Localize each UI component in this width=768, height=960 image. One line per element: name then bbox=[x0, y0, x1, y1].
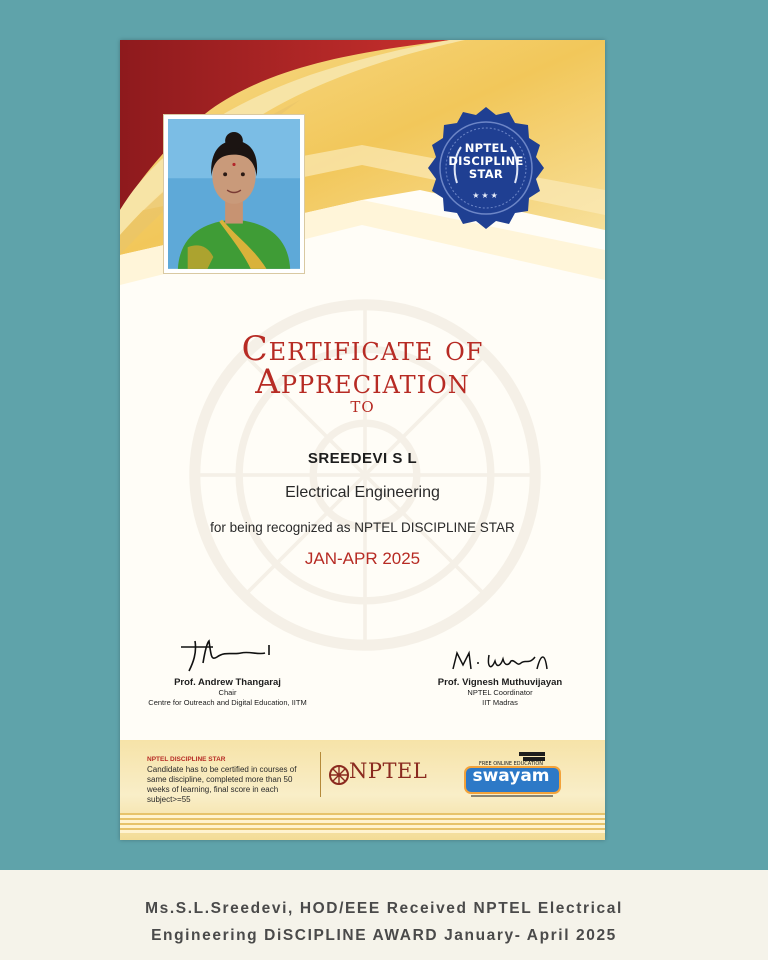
certificate-title bbox=[120, 329, 605, 402]
caption-line-1: Ms.S.L.Sreedevi, HOD/EEE Received NPTEL Electrical bbox=[145, 900, 623, 917]
certificate bbox=[120, 40, 605, 840]
signatory-left bbox=[140, 635, 315, 708]
title-to: TO bbox=[350, 398, 375, 416]
signatory-role: NPTEL Coordinator bbox=[467, 688, 533, 697]
footer-divider bbox=[320, 752, 321, 797]
seal-line-3: STAR bbox=[468, 167, 504, 181]
seal-line-1: NPTEL bbox=[464, 141, 508, 155]
caption-line-2: Engineering DiSCIPLINE AWARD January- April 2025 bbox=[151, 927, 617, 944]
caption-bar bbox=[0, 870, 768, 960]
criteria-heading: NPTEL DISCIPLINE STAR bbox=[147, 756, 226, 763]
nptel-logo-text: NPTEL bbox=[349, 759, 428, 783]
signature-image bbox=[173, 635, 283, 675]
award-reason: for being recognized as NPTEL DISCIPLINE STAR bbox=[210, 520, 515, 535]
award-period: JAN-APR 2025 bbox=[304, 549, 421, 568]
criteria-text: Candidate has to be certified in courses of same discipline, completed more than 50 weeks of learning, final score in each subject>=55 bbox=[147, 765, 297, 804]
signatory-right bbox=[420, 645, 580, 708]
seal-label bbox=[421, 142, 551, 181]
portrait-image bbox=[168, 119, 300, 269]
recipient-photo bbox=[163, 114, 305, 274]
footer-stripe bbox=[120, 813, 605, 833]
signatory-organization: IIT Madras bbox=[482, 698, 518, 707]
recipient-department: Electrical Engineering bbox=[285, 484, 440, 501]
recipient-name: SREEDEVI S L bbox=[307, 450, 418, 467]
signatory-role: Chair bbox=[218, 688, 237, 697]
swayam-logo-text: swayam bbox=[472, 766, 550, 786]
swayam-tagline: FREE ONLINE EDUCATION bbox=[478, 761, 544, 767]
signature-image bbox=[445, 645, 555, 675]
discipline-star-seal bbox=[421, 105, 551, 235]
signatory-name: Prof. Vignesh Muthuvijayan bbox=[437, 677, 563, 688]
seal-line-2: DISCIPLINE bbox=[448, 154, 524, 168]
title-line-1: Certificate of bbox=[241, 329, 484, 369]
title-line-2: Appreciation bbox=[255, 362, 470, 402]
seal-stars: ★★★ bbox=[472, 191, 500, 200]
signatory-organization: Centre for Outreach and Digital Education, IITM bbox=[148, 698, 307, 707]
signatory-name: Prof. Andrew Thangaraj bbox=[174, 677, 281, 688]
